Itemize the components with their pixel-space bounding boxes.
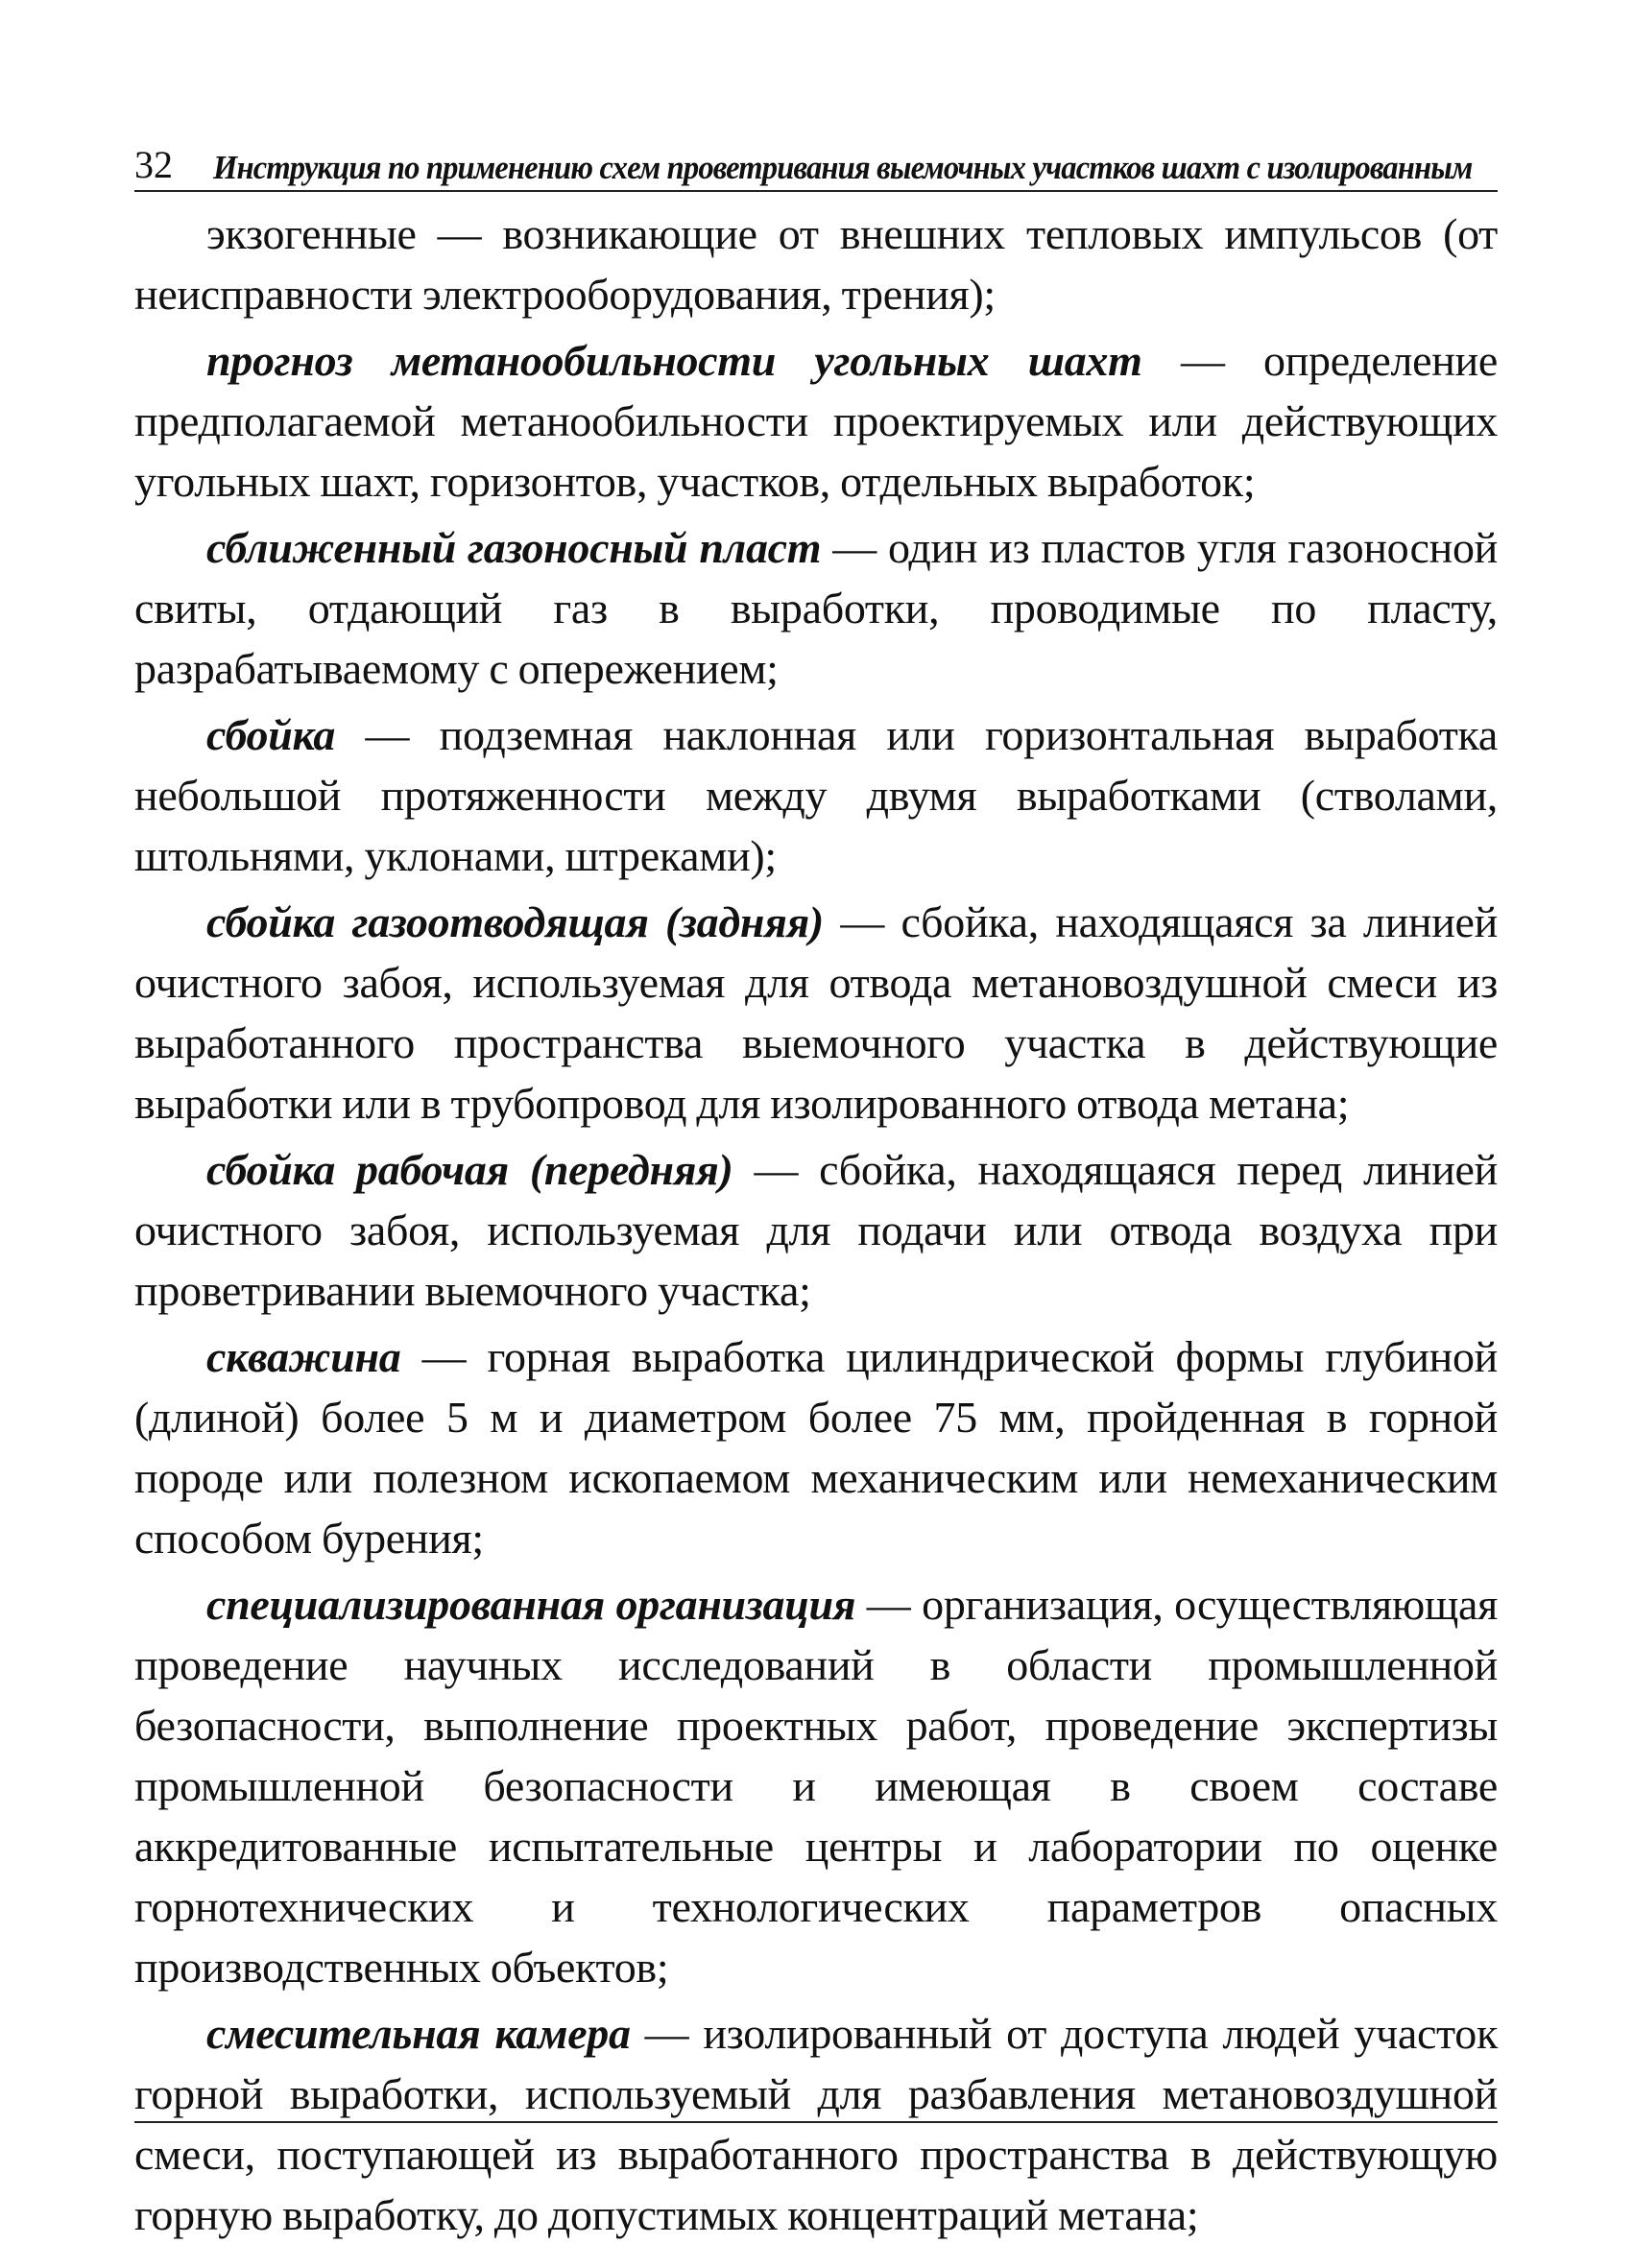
definition-text: — подземная наклонная или горизонтальная выработка небольшой протяженности между двумя выработками (стволами, штольнями, уклонами, штреками); xyxy=(134,710,1498,880)
definition-entry xyxy=(134,892,1498,1134)
definition-entry xyxy=(134,1574,1498,1997)
running-title: Инструкция по применению схем проветривания выемочных участков шахт с изолированным xyxy=(213,149,1473,186)
definition-entry xyxy=(134,203,1498,324)
definition-text: — определение предполагаемой метанообильности проектируемых или действующих угольных шахт, горизонтов, участков, отдельных выработок; xyxy=(134,336,1498,506)
definition-entry xyxy=(134,1326,1498,1568)
definition-entry xyxy=(134,2003,1498,2245)
definition-text: — сбойка, находящаяся за линией очистного забоя, используемая для отвода метановоздушной смеси из выработанного пространства выемочного участка в действующие выработки или в трубопровод для изолированного отвода метана; xyxy=(134,897,1498,1128)
definition-entry xyxy=(134,704,1498,886)
definition-term: сбойка xyxy=(206,710,336,759)
definitions-body xyxy=(134,203,1498,2245)
definition-text: — организация, осуществляющая проведение научных исследований в области промышленной безопасности, выполнение проектных работ, проведение экспертизы промышленной безопасности и имеющая в своем составе аккредитованные испытательные центры и лаборатории по оценке горнотехнических и технологических параметров опасных производственных объектов; xyxy=(134,1580,1498,1992)
definition-term: специализированная организация xyxy=(206,1580,856,1629)
definition-term: смесительная камера xyxy=(206,2009,631,2058)
running-header xyxy=(134,134,1498,192)
document-page xyxy=(134,134,1498,2251)
footer-divider xyxy=(134,2121,1498,2123)
definition-term: прогноз метанообильности угольных шахт xyxy=(206,336,1142,385)
definition-text: экзогенные — возникающие от внешних тепловых импульсов (от неисправности электрооборудования, трения); xyxy=(134,209,1498,319)
definition-text: — изолированный от доступа людей участок горной выработки, используемый для разбавления метановоздушной смеси, поступающей из выработанного пространства в действующую горную выработку, до допустимых концентраций метана; xyxy=(134,2009,1499,2239)
definition-text: — сбойка, находящаяся перед линией очистного забоя, используемая для подачи или отвода воздуха при проветривании выемочного участка; xyxy=(134,1145,1498,1315)
definition-term: сбойка рабочая (передняя) xyxy=(206,1145,733,1194)
definition-text: — горная выработка цилиндрической формы глубиной (длиной) более 5 м и диаметром более 75 мм, пройденная в горной породе или полезном ископаемом механическим или немеханическим способом бурения; xyxy=(134,1332,1498,1563)
page-number: 32 xyxy=(134,143,173,186)
definition-term: сбойка газоотводящая (задняя) xyxy=(206,897,824,946)
definition-entry xyxy=(134,1139,1498,1321)
definition-term: скважина xyxy=(206,1332,401,1381)
definition-entry xyxy=(134,517,1498,699)
definition-text: — один из пластов угля газоносной свиты, отдающий газ в выработки, проводимые по пласту, разрабатываемому с опережением; xyxy=(134,523,1498,693)
definition-term: сближенный газоносный пласт xyxy=(206,523,822,572)
definition-entry xyxy=(134,330,1498,512)
